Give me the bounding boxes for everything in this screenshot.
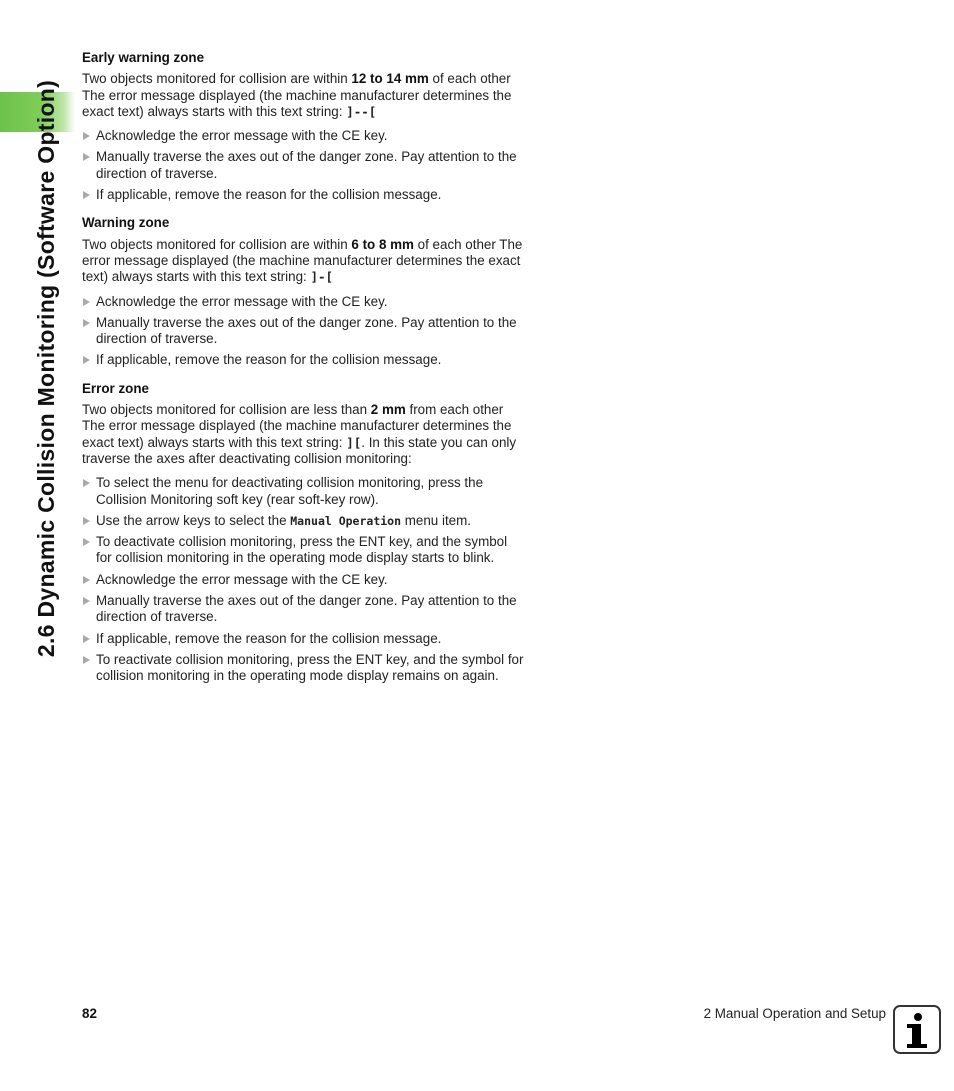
step-list xyxy=(82,294,526,369)
step-text: To reactivate collision monitoring, press the ENT key, and the symbol for collision monitoring in the operating mode display remains on again. xyxy=(96,651,524,684)
page-number: 82 xyxy=(82,1006,97,1021)
info-icon xyxy=(893,1005,941,1054)
step-text: If applicable, remove the reason for the collision message. xyxy=(96,630,442,646)
arrow-bullet-icon xyxy=(83,356,90,364)
section-title: Early warning zone xyxy=(82,50,205,65)
list-item xyxy=(82,593,526,626)
list-item xyxy=(82,187,526,203)
step-text: To deactivate collision monitoring, press the ENT key, and the symbol for collision monitoring in the operating mode display starts to blink. xyxy=(96,534,508,566)
intro-text: Two objects monitored for collision are less than xyxy=(82,402,371,418)
arrow-bullet-icon xyxy=(83,576,90,584)
list-item xyxy=(82,149,526,182)
section-intro xyxy=(82,237,526,286)
intro-distance: 6 to 8 mm xyxy=(351,236,414,252)
arrow-bullet-icon xyxy=(83,319,90,327)
chapter-title: 2 Manual Operation and Setup xyxy=(703,1006,886,1021)
intro-text: Two objects monitored for collision are within xyxy=(82,71,352,87)
error-string-code: ][ xyxy=(346,434,362,450)
step-text: If applicable, remove the reason for the collision message. xyxy=(96,187,442,203)
intro-text: of each other The error message displayed (the machine manufacturer determines the exact text) always starts with this text string: xyxy=(82,71,512,119)
step-text: Acknowledge the error message with the CE key. xyxy=(96,293,388,309)
intro-distance: 12 to 14 mm xyxy=(351,71,429,87)
step-text: Manually traverse the axes out of the danger zone. Pay attention to the direction of traverse. xyxy=(96,149,517,181)
info-icon-stem xyxy=(912,1024,921,1045)
step-text: Manually traverse the axes out of the danger zone. Pay attention to the direction of traverse. xyxy=(96,593,517,625)
section-intro xyxy=(82,402,526,467)
section-title: Error zone xyxy=(82,380,149,396)
arrow-bullet-icon xyxy=(83,635,90,643)
arrow-bullet-icon xyxy=(83,479,90,487)
arrow-bullet-icon xyxy=(83,517,90,525)
list-item xyxy=(82,652,526,685)
step-list xyxy=(82,128,526,203)
error-string-code: ]--[ xyxy=(346,103,377,119)
arrow-bullet-icon xyxy=(83,153,90,161)
section-title: Warning zone xyxy=(82,215,170,231)
error-string-code: ]-[ xyxy=(310,269,334,285)
step-text: Acknowledge the error message with the CE key. xyxy=(96,571,388,587)
list-item xyxy=(82,534,526,567)
list-item xyxy=(82,475,526,508)
list-item xyxy=(82,315,526,348)
arrow-bullet-icon xyxy=(83,538,90,546)
intro-distance: 2 mm xyxy=(370,402,406,418)
list-item xyxy=(82,294,526,310)
intro-text: of each other The error message displayed (the machine manufacturer determines the exact text) always starts with this text string: xyxy=(82,236,523,285)
step-text: menu item. xyxy=(401,512,471,528)
arrow-bullet-icon xyxy=(83,656,90,664)
section-early-warning-zone xyxy=(82,50,526,203)
arrow-bullet-icon xyxy=(83,132,90,140)
side-title-text: 2.6 Dynamic Collision Monitoring (Software Option) xyxy=(33,79,60,657)
step-text: Use the arrow keys to select the xyxy=(96,512,291,528)
section-warning-zone xyxy=(82,215,526,368)
intro-text: . In this state you can only traverse the axes after deactivating collision monitoring: xyxy=(82,434,517,466)
step-text: Acknowledge the error message with the CE key. xyxy=(96,128,388,144)
list-item xyxy=(82,513,526,529)
info-icon-dot xyxy=(914,1013,922,1021)
intro-text: Two objects monitored for collision are within xyxy=(82,236,352,252)
step-text: If applicable, remove the reason for the collision message. xyxy=(96,352,442,368)
main-content xyxy=(82,50,526,697)
list-item xyxy=(82,128,526,144)
list-item xyxy=(82,631,526,647)
section-intro xyxy=(82,71,526,120)
menu-item-code: Manual Operation xyxy=(290,513,402,528)
intro-text: from each other The error message displayed (the machine manufacturer determines the exact text) always starts with this text string: xyxy=(82,402,512,450)
arrow-bullet-icon xyxy=(83,597,90,605)
list-item xyxy=(82,352,526,368)
step-list xyxy=(82,475,526,684)
arrow-bullet-icon xyxy=(83,191,90,199)
info-icon-base xyxy=(907,1044,927,1048)
list-item xyxy=(82,572,526,588)
step-text: Manually traverse the axes out of the danger zone. Pay attention to the direction of traverse. xyxy=(96,314,517,347)
arrow-bullet-icon xyxy=(83,298,90,306)
section-error-zone xyxy=(82,381,526,685)
section-side-title xyxy=(30,52,64,684)
step-text: To select the menu for deactivating collision monitoring, press the Collision Monitoring soft key (rear soft-key row). xyxy=(96,475,484,507)
